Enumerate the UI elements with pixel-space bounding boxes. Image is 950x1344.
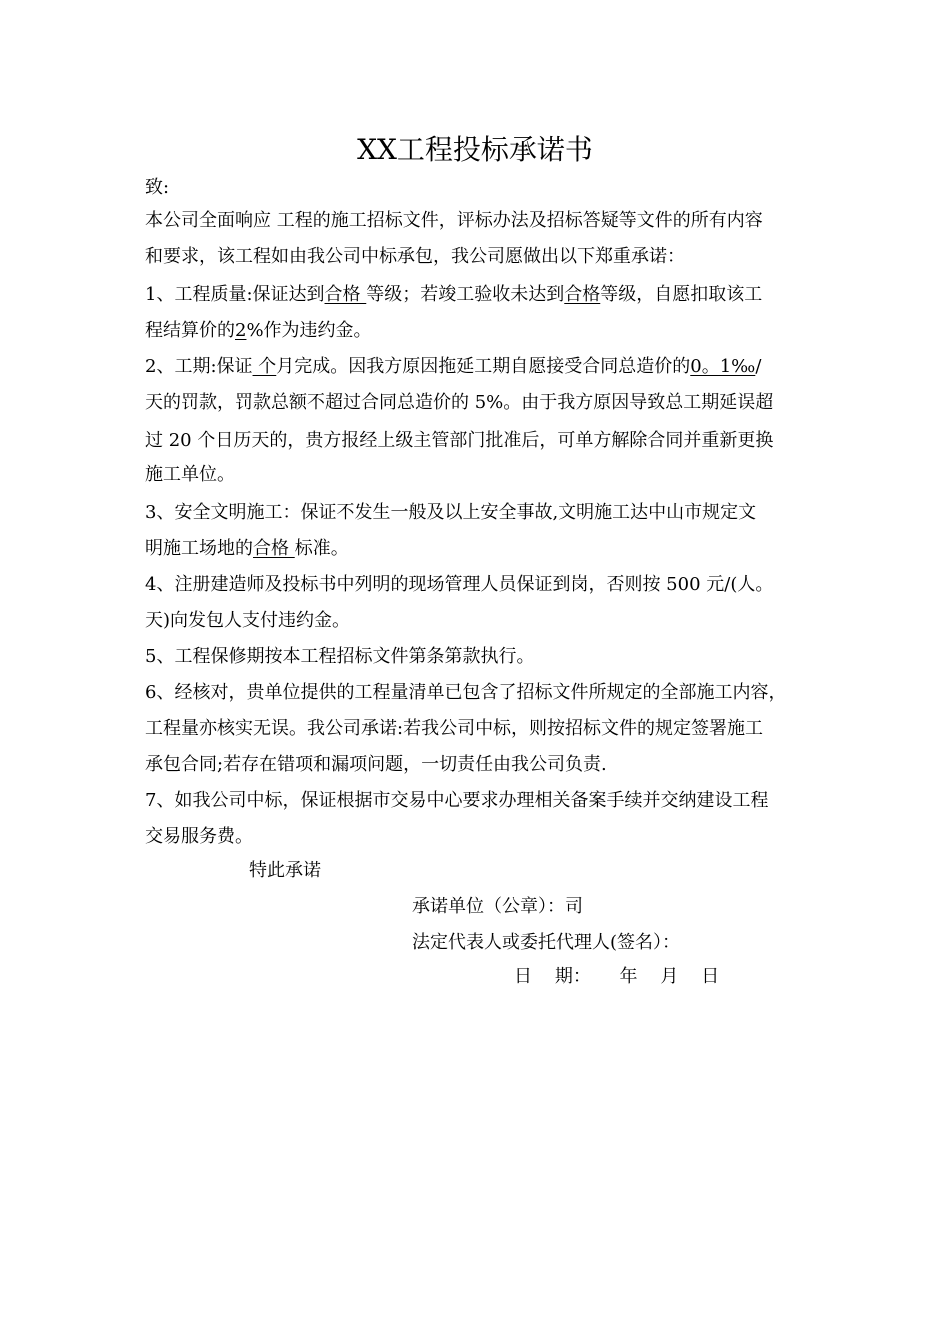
item-2-line-1: 2、工期:保证 个月完成。因我方原因拖延工期自愿接受合同总造价的0。1‰/: [145, 356, 762, 377]
salutation: 致:: [145, 177, 170, 198]
item-3-line-2: 明施工场地的合格 标准。: [145, 538, 349, 559]
document-title: XX工程投标承诺书: [357, 133, 593, 166]
item-2-line-3: 过 20 个日历天的，贵方报经上级主管部门批准后，可单方解除合同并重新更换: [145, 430, 774, 451]
item-4-line-2: 天)向发包人支付违约金。: [145, 610, 351, 631]
penalty-percent-value: 2: [235, 320, 247, 341]
signature-date: 日 期： 年 月 日: [514, 966, 720, 987]
item-2-line-4: 施工单位。: [145, 464, 235, 485]
item-2-line-2: 天的罚款，罚款总额不超过合同总造价的 5%。由于我方原因导致总工期延误超: [145, 392, 774, 413]
item-6-line-3: 承包合同;若存在错项和漏项问题，一切责任由我公司负责.: [145, 754, 607, 775]
closing-statement: 特此承诺: [249, 860, 321, 881]
daily-penalty-rate-value: 0。1‰: [690, 356, 756, 377]
signature-representative: 法定代表人或委托代理人(签名）：: [412, 932, 681, 953]
intro-line-1: 本公司全面响应 工程的施工招标文件，评标办法及招标答疑等文件的所有内容: [145, 210, 763, 231]
intro-line-2: 和要求，该工程如由我公司中标承包，我公司愿做出以下郑重承诺：: [145, 246, 685, 267]
item-5: 5、工程保修期按本工程招标文件第条第款执行。: [145, 646, 535, 667]
item-7-line-2: 交易服务费。: [145, 826, 253, 847]
quality-grade-value: 合格: [324, 284, 367, 305]
item-7-line-1: 7、如我公司中标，保证根据市交易中心要求办理相关备案手续并交纳建设工程: [145, 790, 769, 811]
acceptance-grade-value: 合格: [564, 284, 601, 305]
item-1-line-1: 1、工程质量:保证达到合格 等级；若竣工验收未达到合格等级，自愿扣取该工: [145, 284, 763, 305]
signature-unit: 承诺单位（公章）：司: [412, 896, 583, 917]
item-4-line-1: 4、注册建造师及投标书中列明的现场管理人员保证到岗，否则按 500 元/(人。: [145, 574, 774, 595]
duration-months-value: 个: [252, 356, 277, 377]
item-3-line-1: 3、安全文明施工：保证不发生一般及以上安全事故,文明施工达中山市规定文: [145, 502, 757, 523]
item-6-line-1: 6、经核对，贵单位提供的工程量清单已包含了招标文件所规定的全部施工内容，: [145, 682, 787, 703]
site-standard-value: 合格: [253, 538, 295, 559]
item-6-line-2: 工程量亦核实无误。我公司承诺:若我公司中标，则按招标文件的规定签署施工: [145, 718, 764, 739]
item-1-line-2: 程结算价的2%作为违约金。: [145, 320, 372, 341]
